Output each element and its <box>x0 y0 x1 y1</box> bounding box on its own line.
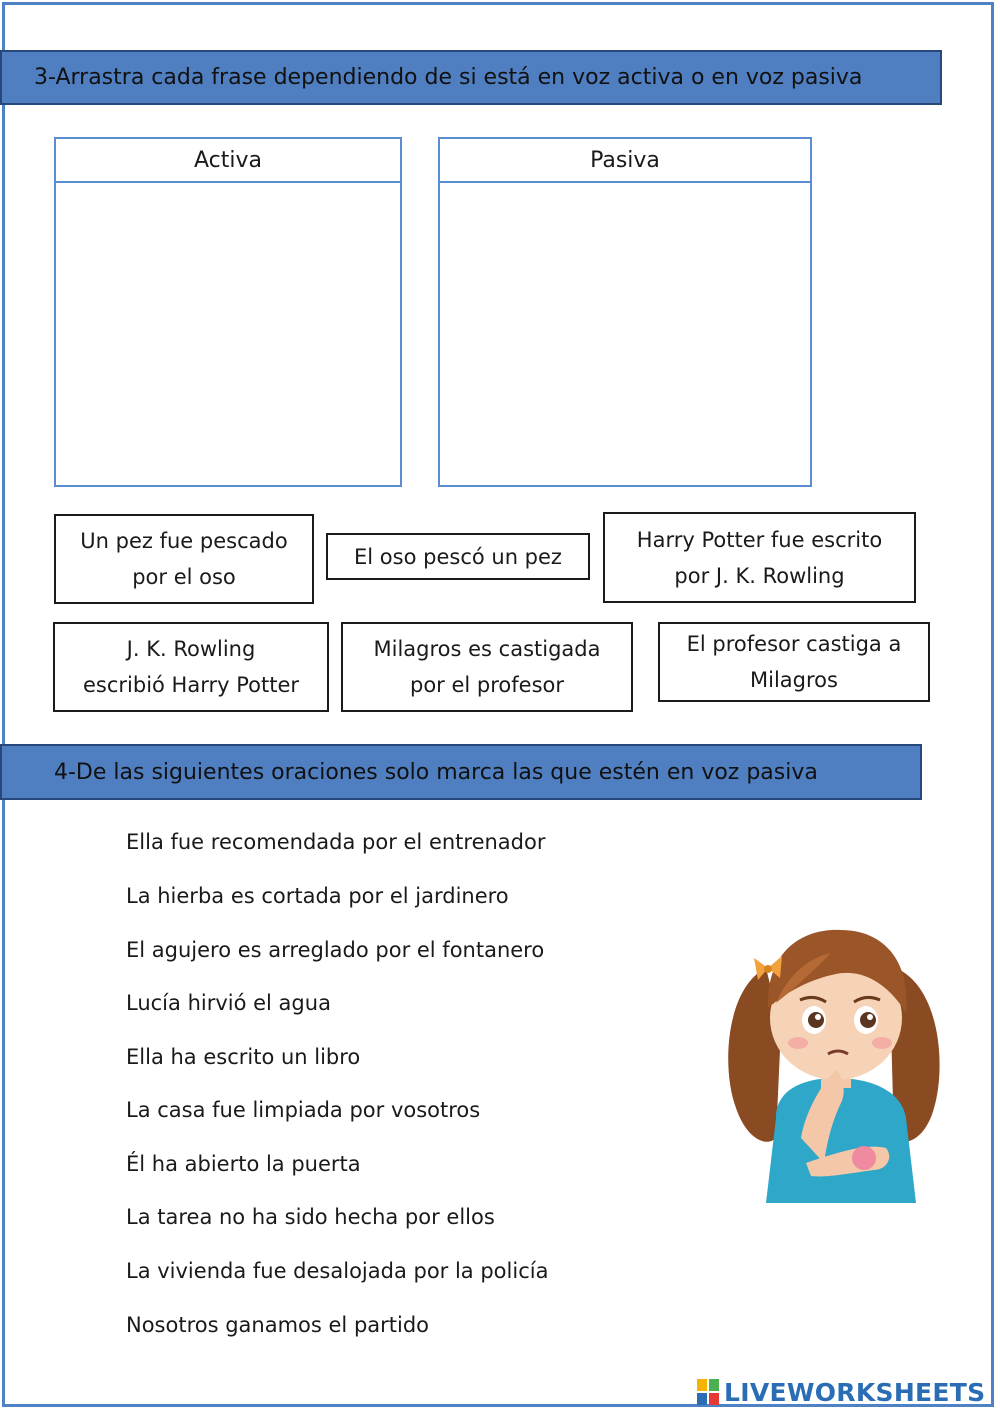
draggable-card[interactable] <box>341 622 633 712</box>
liveworksheets-brand[interactable] <box>696 1376 985 1408</box>
selectable-sentence[interactable]: Él ha abierto la puerta <box>126 1152 361 1176</box>
selectable-sentence[interactable]: La vivienda fue desalojada por la policía <box>126 1259 549 1283</box>
section-3-title: 3-Arrastra cada frase dependiendo de si está en voz activa o en voz pasiva <box>34 65 863 90</box>
dropzone-pasiva[interactable] <box>438 137 812 487</box>
selectable-sentence[interactable]: La hierba es cortada por el jardinero <box>126 884 509 908</box>
draggable-card[interactable] <box>53 622 329 712</box>
card-line: por J. K. Rowling <box>674 563 845 588</box>
card-line: Milagros <box>750 668 838 692</box>
liveworksheets-logo-icon <box>696 1378 720 1406</box>
card-line: escribió Harry Potter <box>82 673 299 697</box>
dropzone-activa[interactable] <box>54 137 402 487</box>
card-line: por el profesor <box>409 673 564 697</box>
card-line: por el oso <box>132 565 236 589</box>
draggable-card[interactable] <box>658 622 930 702</box>
selectable-sentence[interactable]: Lucía hirvió el agua <box>126 991 331 1015</box>
card-line: J. K. Rowling <box>126 637 256 661</box>
card-text <box>687 626 902 698</box>
dropzone-pasiva-header: Pasiva <box>440 139 810 183</box>
selectable-sentence[interactable]: El agujero es arreglado por el fontanero <box>126 938 545 962</box>
brand-name: LIVEWORKSHEETS <box>724 1377 986 1407</box>
selectable-sentence[interactable]: Nosotros ganamos el partido <box>126 1313 430 1337</box>
selectable-sentence[interactable]: Ella ha escrito un libro <box>126 1045 361 1069</box>
card-line: El oso pescó un pez <box>354 544 562 569</box>
selectable-sentence[interactable]: Ella fue recomendada por el entrenador <box>126 830 546 854</box>
section-4-banner <box>0 744 922 800</box>
draggable-card[interactable] <box>326 533 590 580</box>
section-3-banner <box>0 50 942 105</box>
draggable-card[interactable] <box>54 514 314 604</box>
dropzone-activa-header: Activa <box>56 139 400 183</box>
selectable-sentence[interactable]: La casa fue limpiada por vosotros <box>126 1098 481 1122</box>
thinking-girl-illustration <box>706 908 968 1208</box>
card-line: Un pez fue pescado <box>80 529 288 553</box>
card-text <box>80 523 287 595</box>
card-line: Harry Potter fue escrito <box>636 527 883 552</box>
dropzone-pasiva-area[interactable] <box>440 183 810 485</box>
card-line: Milagros es castigada <box>373 637 601 661</box>
draggable-card[interactable] <box>603 512 916 603</box>
card-text <box>83 631 299 703</box>
card-text <box>637 522 882 594</box>
section-4-title: 4-De las siguientes oraciones solo marca las que estén en voz pasiva <box>54 759 818 785</box>
selectable-sentence[interactable]: La tarea no ha sido hecha por ellos <box>126 1205 495 1229</box>
card-text <box>374 631 601 703</box>
dropzone-activa-area[interactable] <box>56 183 400 485</box>
card-line: El profesor castiga a <box>686 632 902 656</box>
